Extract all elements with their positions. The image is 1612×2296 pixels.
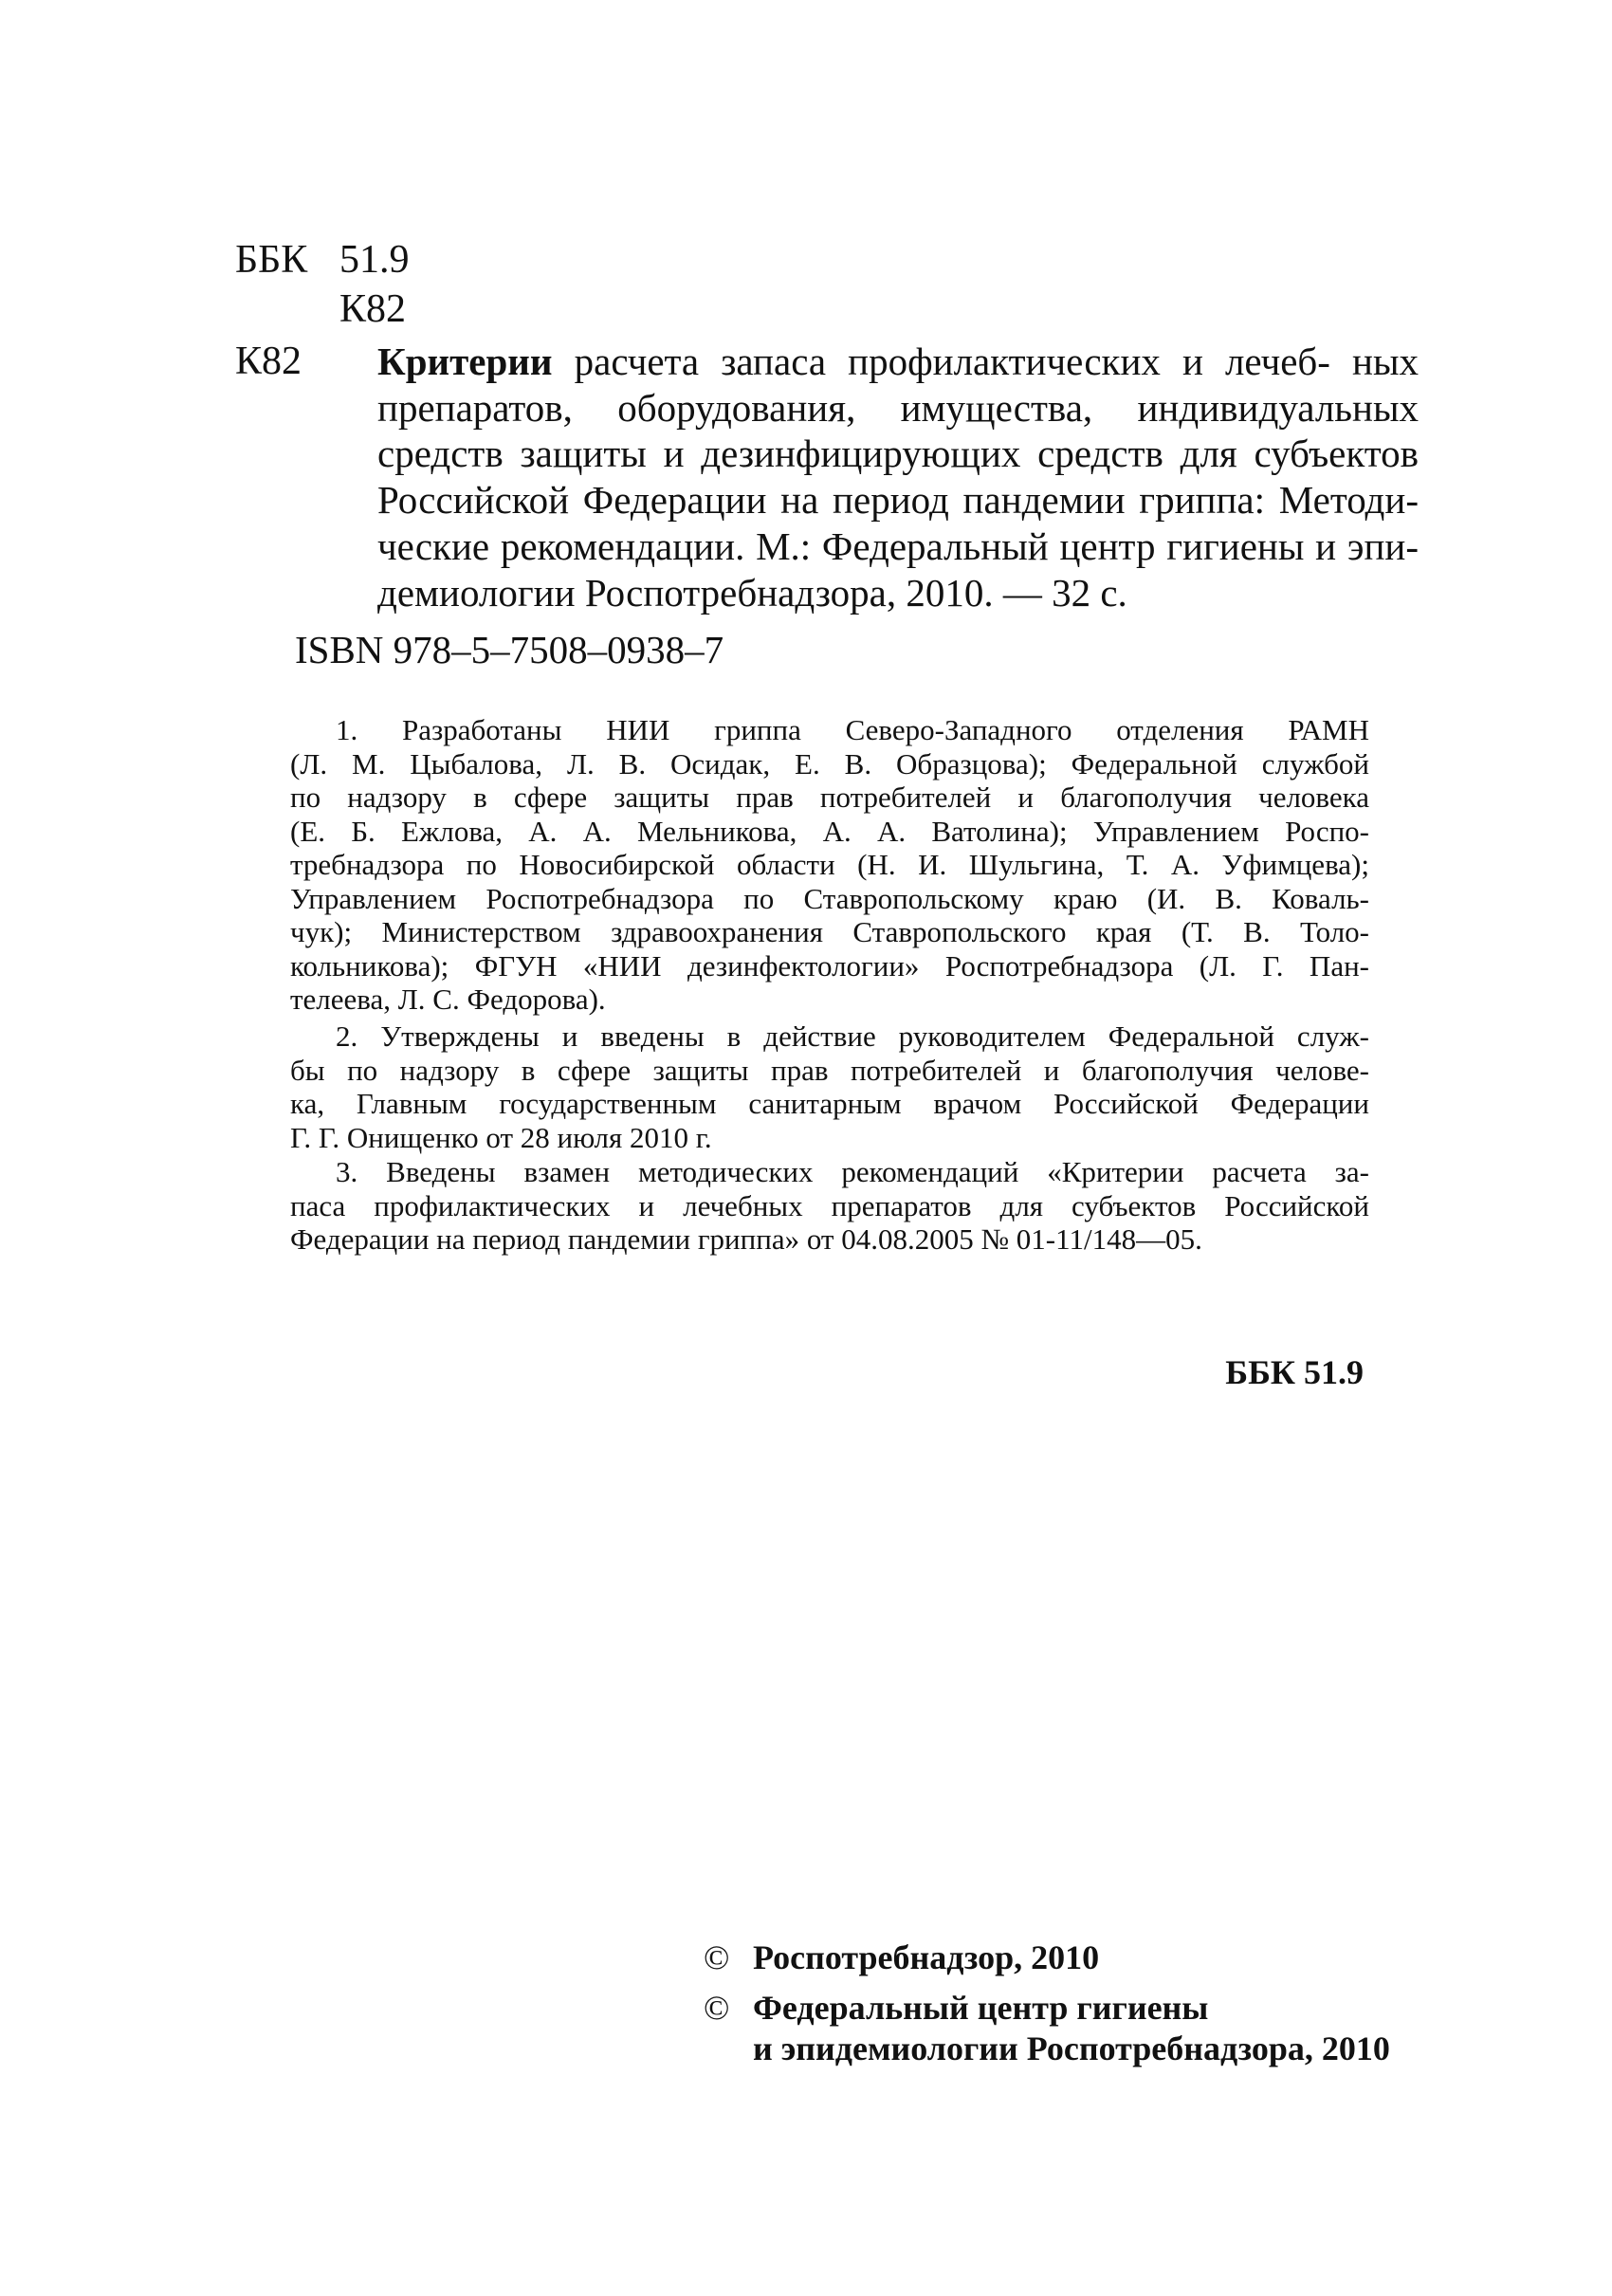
copyright-rospotrebnadzor — [704, 1938, 1099, 1977]
note-line: бы по надзору в сфере защиты прав потребителей и благополучия челове- — [290, 1053, 1369, 1087]
copyright-center-line2: и эпидемиологии Роспотребнадзора, 2010 — [753, 2030, 1390, 2067]
bbk-number: 51.9 — [339, 238, 410, 282]
copyright-symbol: © — [704, 1938, 730, 1976]
description-line: демиологии Роспотребнадзора, 2010. — 32 с. — [377, 570, 1127, 615]
note-replacement — [290, 1155, 1369, 1257]
note-line: Федерации на период пандемии гриппа» от 04.08.2005 № 01-11/148—05. — [290, 1222, 1202, 1256]
copyright-holder: Федеральный центр гигиены — [753, 1989, 1209, 2027]
description-line: ных препаратов, оборудования, имущества, индивидуальных — [377, 340, 1420, 430]
note-line: паса профилактических и лечебных препаратов для субъектов Российской — [290, 1188, 1369, 1222]
bbk-label: ББК — [235, 238, 308, 282]
note-line: требнадзора по Новосибирской области (Н. И. Шульгина, Т. А. Уфимцева); — [290, 848, 1369, 881]
copyright-holder: Роспотребнадзор, 2010 — [753, 1938, 1100, 1976]
description-line: Российской Федерации на период пандемии гриппа: Методи- — [377, 478, 1419, 523]
isbn: ISBN 978–5–7508–0938–7 — [295, 628, 724, 671]
copyright-symbol: © — [704, 1989, 730, 2027]
note-line: Управлением Роспотребнадзора по Ставропольскому краю (И. В. Коваль- — [290, 881, 1369, 915]
note-approval — [290, 1019, 1369, 1154]
note-line: (Л. М. Цыбалова, Л. В. Осидак, Е. В. Образцова); Федеральной службой — [290, 746, 1369, 781]
note-line: ка, Главным государственным санитарным врачом Российской Федерации — [290, 1087, 1369, 1120]
bbk-classification — [235, 235, 410, 285]
note-line: 3. Введены взамен методических рекомендаций «Критерии расчета за- — [336, 1155, 1369, 1188]
note-line: по надзору в сфере защиты прав потребителей и благополучия человека — [290, 781, 1369, 814]
note-line: Г. Г. Онищенко от 28 июля 2010 г. — [290, 1120, 712, 1154]
note-line: (Е. Б. Ежлова, А. А. Мельникова, А. А. Ватолина); Управлением Роспо- — [290, 814, 1369, 848]
author-sign: К82 — [339, 287, 407, 331]
description-line: средств защиты и дезинфицирующих средств для субъектов — [377, 432, 1419, 476]
note-developers — [290, 713, 1369, 1017]
bibliographic-description — [377, 339, 1419, 615]
entry-author-sign: К82 — [235, 340, 302, 383]
note-line: 2. Утверждены и введены в действие руководителем Федеральной служ- — [336, 1019, 1369, 1053]
description-line: расчета запаса профилактических и лечеб- — [574, 340, 1330, 383]
note-line: кольникова); ФГУН «НИИ дезинфектологии» Роспотребнадзора (Л. Г. Пан- — [290, 948, 1369, 983]
note-line: 1. Разработаны НИИ гриппа Северо-Западного отделения РАМН — [336, 713, 1369, 746]
copyright-center — [704, 1988, 1208, 2028]
note-line: телеева, Л. С. Федорова). — [290, 983, 606, 1016]
footer-bbk: ББК 51.9 — [1225, 1353, 1364, 1391]
description-line: ческие рекомендации. М.: Федеральный центр гигиены и эпи- — [377, 523, 1419, 568]
note-line: чук); Министерством здравоохранения Ставропольского края (Т. В. Толо- — [290, 915, 1369, 948]
entry-title: Критерии — [377, 340, 553, 383]
